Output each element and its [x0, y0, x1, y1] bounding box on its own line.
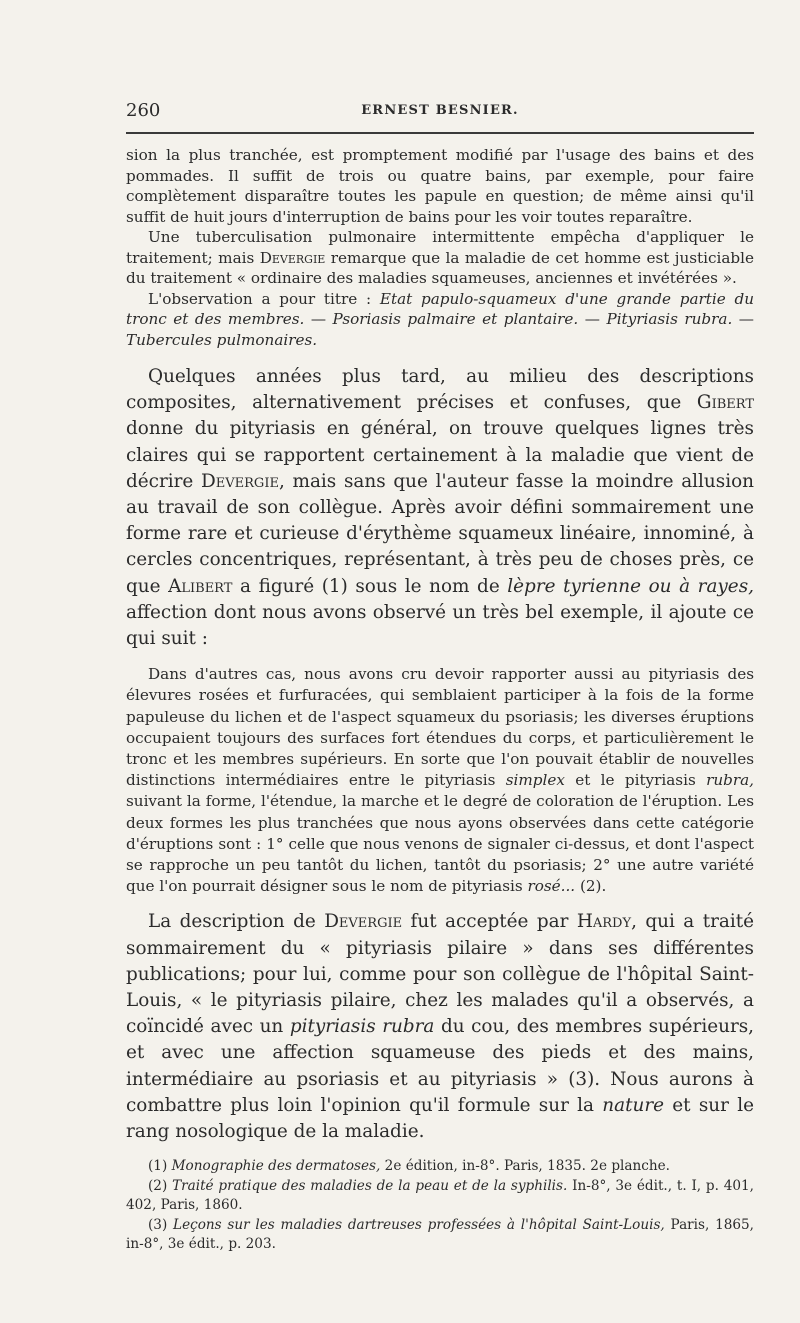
footnotes: [126, 1157, 754, 1254]
author-name: Gibert: [696, 392, 754, 414]
page-header: [126, 100, 754, 124]
paragraph-2: Une tuberculisation pulmonaire intermittente empêcha d'appliquer le traitement; mais Devergie remarque que la maladie de cet homme est justiciable du traitement « ordinaire des maladies squameuses, anciennes et invétérées ».: [126, 228, 754, 287]
page-number: 260: [126, 100, 161, 121]
footnote: (2) Traité pratique des maladies de la peau et de la syphilis. In-8°, 3e édit., t. I, p. 401, 402, Paris, 1860.: [126, 1178, 755, 1214]
block-quote: Dans d'autres cas, nous avons cru devoir rapporter aussi au pityriasis des élevures rosées et furfuracées, qui semblaient participer à la fois de la forme papuleuse du lichen et de l'aspect squameux du psoriasis; les diverses éruptions occupaient toujours des surfaces fort étendues du corps, et particulièrement le tronc et les membres supérieurs. En sorte que l'on pouvait établir de nouvelles distinctions intermédiaires entre le pityriasis simplex et le pityriasis rubra, suivant la forme, l'étendue, la marche et le degré de coloration de l'éruption. Les deux formes les plus tranchées que nous ayons observées dans cette catégorie d'éruptions sont : 1° celle que nous venons de signaler ci-dessus, et dont l'aspect se rapproche un peu tantôt du lichen, tantôt du psoriasis; 2° une autre variété que l'on pourrait désigner sous le nom de pityriasis rosé... (2).: [126, 665, 754, 896]
author-name: Devergie: [324, 911, 403, 933]
header-rule: [126, 132, 754, 134]
paragraph-5: La description de Devergie fut acceptée par Hardy, qui a traité sommairement du « pityriasis pilaire » dans ses différentes publications; pour lui, comme pour son collègue de l'hôpital Saint-Louis, « le pityriasis pilaire, chez les malades qu'il a observés, a coïncidé avec un pityriasis rubra du cou, des membres supérieurs, et avec une affection squameuse des pieds et des mains, intermédiaire au psoriasis et au pityriasis » (3). Nous aurons à combattre plus loin l'opinion qu'il formule sur la nature et sur le rang nosologique de la maladie.: [126, 911, 755, 1143]
footnote: (3) Leçons sur les maladies dartreuses professées à l'hôpital Saint-Louis, Paris, 1865, in-8°, 3e édit., p. 203.: [126, 1217, 755, 1253]
author-name: Devergie: [201, 470, 279, 492]
paragraph-3: L'observation a pour titre : Etat papulo-squameux d'une grande partie du tronc et des membres. — Psoriasis palmaire et plantaire. — Pityriasis rubra. — Tubercules pulmonaires.: [126, 289, 755, 349]
footnote: (1) Monographie des dermatoses, 2e édition, in-8°. Paris, 1835. 2e planche.: [148, 1158, 670, 1175]
paragraph-4: Quelques années plus tard, au milieu des descriptions composites, alternativement précises et confuses, que Gibert donne du pityriasis en général, on trouve quelques lignes très claires qui se rapportent certainement à la maladie que vient de décrire Devergie, mais sans que l'auteur fasse la moindre allusion au travail de son collègue. Après avoir défini sommairement une forme rare et curieuse d'érythème squameux linéaire, innominé, à cercles concentriques, représentant, à très peu de choses près, ce que Alibert a figuré (1) sous le nom de lèpre tyrienne ou à rayes, affection dont nous avons observé un très bel exemple, il ajoute ce qui suit :: [126, 366, 754, 650]
author-name: Alibert: [168, 575, 233, 597]
body-text: [126, 145, 754, 1254]
author-name: Hardy: [576, 911, 632, 933]
running-head: ERNEST BESNIER.: [361, 103, 519, 118]
paragraph-1: sion la plus tranchée, est promptement modifié par l'usage des bains et des pommades. Il suffit de trois ou quatre bains, par exemple, pour faire complètement disparaître toutes les papule en question; de même ainsi qu'il suffit de huit jours d'interruption de bains pour les voir toutes reparaître.: [126, 146, 754, 226]
author-name: Devergie: [259, 248, 326, 267]
